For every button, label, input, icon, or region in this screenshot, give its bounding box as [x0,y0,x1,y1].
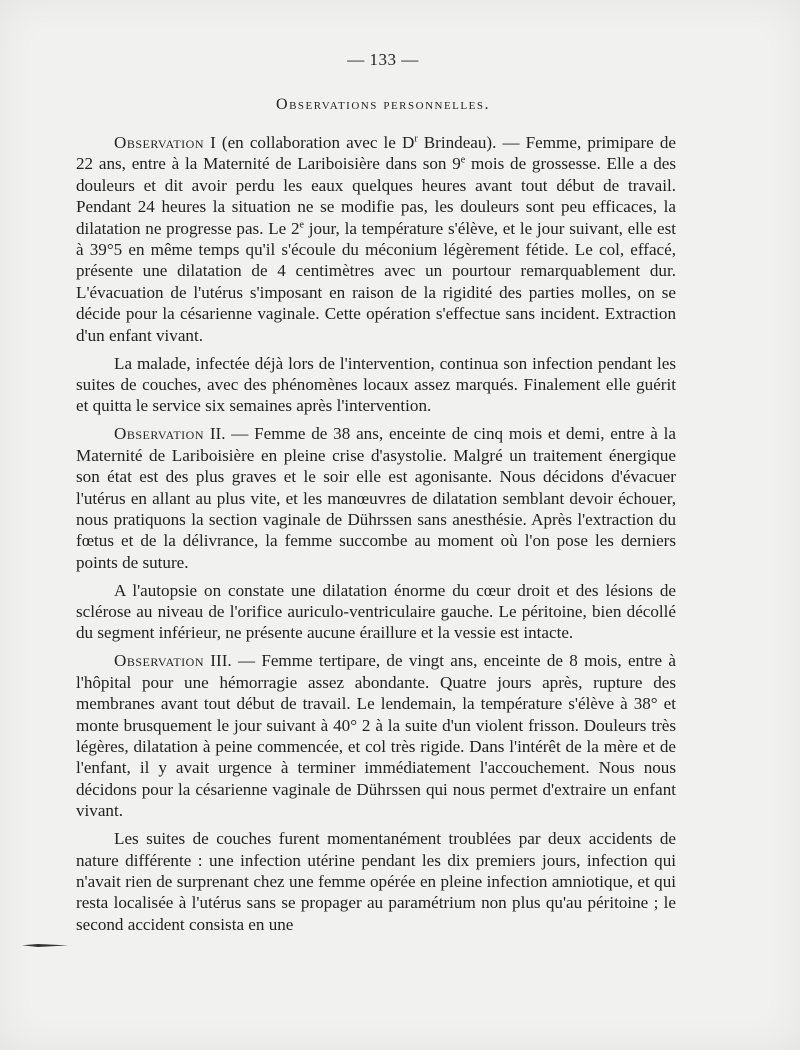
section-title: Observations personnelles. [276,96,490,113]
paragraph-observation-3: Observation III. — Femme tertipare, de vingt ans, enceinte de 8 mois, entre à l'hôpital pour une hémorragie assez abondante. Quatre jours après, rupture des membranes avant tout début de travail. Le lendemain, la température s'élève à 38° et monte brusquement le jour suivant à 40° 2 à la suite d'un violent frisson. Douleurs très légères, dilatation à peine commencée, et col très rigide. Dans l'intérêt de la mère et de l'enfant, il y avait urgence à terminer immédiatement l'accouchement. Nous nous décidons pour la césarienne vaginale de Dührssen qui nous permet d'extraire un enfant vivant. [76,651,676,821]
observation-label: Observation [114,424,205,444]
margin-mark [22,944,68,947]
body-text [76,132,676,935]
paragraph-observation-1-followup: La malade, infectée déjà lors de l'intervention, continua son infection pendant les suites de couches, avec des phénomènes locaux assez marqués. Finalement elle guérit et quitta le service six semaines après l'intervention. [76,353,676,416]
paragraph-autopsy: A l'autopsie on constate une dilatation énorme du cœur droit et des lésions de sclérose au niveau de l'orifice auriculo-ventriculaire gauche. Le péritoine, bien décollé du segment inférieur, ne présente aucune éraillure et la vessie est intacte. [76,580,676,643]
observation-label: Observation [114,651,205,671]
paragraph-observation-2: Observation II. — Femme de 38 ans, enceinte de cinq mois et demi, entre à la Maternité de Lariboisière en pleine crise d'asystolie. Malgré un traitement énergique son état est des plus graves et le soir elle est agonisante. Nous décidons d'évacuer l'utérus en allant au plus vite, et les manœuvres de dilatation semblant devoir échouer, nous pratiquons la section vaginale de Dührssen sans anesthésie. Après l'extraction du fœtus et de la délivrance, la femme succombe au moment où l'on pose les derniers points de suture. [76,424,676,572]
paragraph-observation-3-followup: Les suites de couches furent momentanément troublées par deux accidents de nature différente : une infection utérine pendant les dix premiers jours, infection qui n'avait rien de surprenant chez une femme opérée en pleine infection amniotique, et qui resta localisée à l'utérus sans se propager au paramétrium non plus qu'au péritoine ; le second accident consista en une [76,829,676,934]
paragraph-observation-1: Observation I (en collaboration avec le $D^r$ Brindeau). — Femme, primipare de 22 ans, entre à la Maternité de Lariboisière dans son 9e mois de grossesse. Elle a des douleurs et dit avoir perdu les eaux quelques heures avant tout début de travail. Pendant 24 heures la situation ne se modifie pas, les douleurs sont peu efficaces, la dilatation ne progresse pas. Le 2e jour, la température s'élève, et le jour suivant, elle est à 39°5 en même temps qu'il s'écoule du méconium légèrement fétide. Le col, effacé, présente une dilatation de 4 centimètres avec un pourtour remarquablement dur. L'évacuation de l'utérus s'imposant en raison de la rigidité des parties molles, on se décide pour la césarienne vaginale. Cette opération s'effectue sans incident. Extraction d'un enfant vivant. [76,133,677,345]
observation-label: Observation [114,133,205,152]
page-number: — 133 — [347,50,419,69]
